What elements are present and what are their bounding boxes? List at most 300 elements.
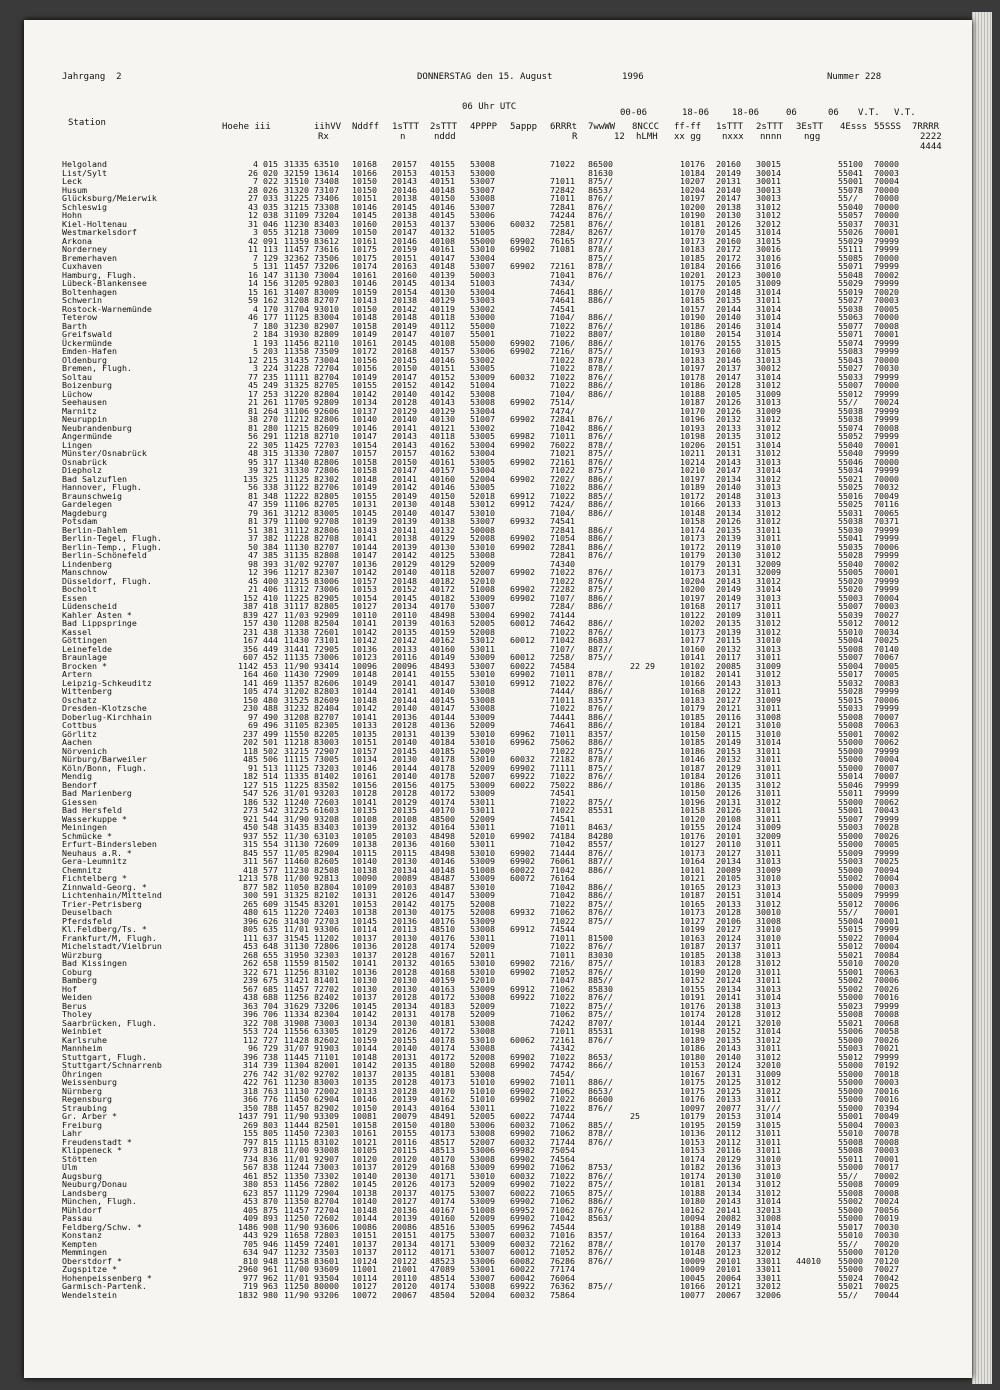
table-cell: 70020 bbox=[874, 958, 899, 968]
station-height: 634 947 bbox=[243, 1247, 278, 1257]
table-cell: 53002 bbox=[470, 303, 495, 314]
table-cell: 51010 bbox=[470, 1085, 495, 1096]
col-1sttt: 1sTTT bbox=[392, 122, 420, 132]
table-cell: 875// bbox=[588, 346, 613, 356]
table-cell: 55// bbox=[838, 1170, 858, 1181]
table-cell: 876// bbox=[588, 456, 613, 467]
table-cell: 82905 bbox=[314, 592, 339, 603]
station-height: 118 502 bbox=[243, 745, 278, 756]
table-cell: 20067 bbox=[716, 1289, 741, 1300]
table-cell: 48513 bbox=[430, 1145, 455, 1155]
table-cell: 52008 bbox=[470, 898, 495, 909]
table-cell: 11212 bbox=[284, 414, 309, 424]
table-cell: 10137 bbox=[352, 1068, 377, 1079]
table-cell: 10190 bbox=[680, 312, 705, 322]
station-name: Artern bbox=[62, 669, 92, 679]
table-cell: 7284/ bbox=[550, 601, 575, 611]
station-name: Schmücke * bbox=[62, 830, 112, 841]
table-cell: 79999 bbox=[874, 686, 899, 696]
table-cell: 70006 bbox=[874, 541, 899, 552]
table-cell: 11705 bbox=[284, 397, 309, 407]
table-cell: 74584 bbox=[550, 660, 575, 671]
table-cell: 10134 bbox=[352, 754, 377, 764]
table-cell: 71047 bbox=[550, 975, 575, 985]
table-cell: 40150 bbox=[430, 490, 455, 501]
table-cell: 40162 bbox=[430, 439, 455, 450]
table-cell: 11456 bbox=[284, 337, 309, 348]
table-cell: 31012 bbox=[756, 210, 781, 220]
table-cell: 53004 bbox=[470, 439, 495, 450]
station-height: 230 488 bbox=[243, 703, 278, 713]
table-cell: 70094 bbox=[874, 864, 899, 875]
table-cell: 71022 bbox=[550, 354, 575, 365]
table-cell: 70016 bbox=[874, 992, 899, 1002]
table-cell: 40130 bbox=[430, 541, 455, 552]
table-cell: 31/// bbox=[756, 1102, 781, 1113]
table-cell: 31011 bbox=[756, 745, 781, 756]
table-cell: 10136 bbox=[680, 1128, 705, 1138]
station-name: Münster/Osnabrück bbox=[62, 448, 147, 458]
table-cell: 31011 bbox=[756, 295, 781, 305]
table-cell: 10127 bbox=[352, 601, 377, 611]
table-cell: 20131 bbox=[716, 567, 741, 577]
table-cell: 30013 bbox=[756, 184, 781, 195]
station-height: 22 305 bbox=[248, 439, 278, 450]
station-height: 453 648 bbox=[243, 941, 278, 951]
table-cell: 20101 bbox=[716, 1264, 741, 1274]
table-cell: 31012 bbox=[756, 1009, 781, 1019]
table-cell: 10173 bbox=[680, 907, 705, 917]
table-cell: 85531 bbox=[588, 805, 613, 815]
table-cell: 20138 bbox=[392, 210, 417, 220]
table-cell: 55039 bbox=[838, 609, 863, 620]
table-cell: 55033 bbox=[838, 371, 863, 382]
table-cell: 69902 bbox=[510, 346, 535, 356]
table-cell: 886// bbox=[588, 711, 613, 722]
station-name: Michelstadt/Vielbrun bbox=[62, 941, 162, 951]
table-cell: 866// bbox=[588, 1060, 613, 1070]
table-cell: 55000 bbox=[838, 796, 863, 807]
table-cell: 71022 bbox=[550, 1170, 575, 1181]
table-cell: 72904 bbox=[314, 1187, 339, 1198]
table-cell: 55021 bbox=[838, 949, 863, 960]
table-cell: 10170 bbox=[680, 405, 705, 416]
station-name: Soltau bbox=[62, 371, 92, 382]
table-cell: 71062 bbox=[550, 1119, 575, 1130]
station-name: Deuselbach bbox=[62, 907, 112, 917]
table-cell: 53009 bbox=[470, 788, 495, 798]
col-sub-nnnn: nnnn bbox=[760, 132, 782, 142]
table-cell: 40172 bbox=[430, 992, 455, 1002]
station-name: Saarbrücken, Flugh. bbox=[62, 1017, 157, 1028]
table-cell: 20131 bbox=[716, 796, 741, 807]
table-cell: 76064 bbox=[550, 1272, 575, 1283]
table-cell: 20145 bbox=[392, 745, 417, 756]
table-cell: 11/01 bbox=[284, 924, 309, 934]
table-cell: 10150 bbox=[680, 788, 705, 798]
table-cell: 55010 bbox=[838, 1128, 863, 1138]
table-cell: 40139 bbox=[430, 728, 455, 739]
table-cell: 53009 bbox=[470, 983, 495, 994]
table-cell: 31013 bbox=[756, 592, 781, 603]
table-cell: 55001 bbox=[838, 1111, 863, 1121]
station-name: Lindenberg bbox=[62, 558, 112, 569]
table-cell: 79999 bbox=[874, 788, 899, 798]
table-cell: 10204 bbox=[680, 184, 705, 195]
col-55sss: 55SSS bbox=[874, 122, 902, 132]
table-cell: 10140 bbox=[352, 414, 377, 424]
table-cell: 20116 bbox=[716, 711, 741, 722]
table-cell: 55007 bbox=[838, 813, 863, 824]
table-cell: 55071 bbox=[838, 261, 863, 271]
table-cell: 20141 bbox=[392, 473, 417, 484]
station-name: Klippeneck * bbox=[62, 1145, 122, 1155]
table-cell: 10182 bbox=[680, 1162, 705, 1172]
table-cell: 31011 bbox=[756, 839, 781, 849]
table-cell: 31015 bbox=[756, 1119, 781, 1130]
table-cell: 10155 bbox=[352, 490, 377, 501]
table-cell: 31011 bbox=[756, 652, 781, 662]
table-cell: 31545 bbox=[284, 898, 309, 909]
table-cell: 10142 bbox=[352, 703, 377, 713]
table-cell: 73506 bbox=[314, 252, 339, 263]
table-cell: 83004 bbox=[314, 312, 339, 322]
station-name: Coburg bbox=[62, 966, 92, 977]
station-height: 14 156 bbox=[248, 278, 278, 288]
table-cell: 31012 bbox=[756, 201, 781, 212]
table-cell: 69902 bbox=[510, 1128, 535, 1138]
station-name: Dresden-Klotzsche bbox=[62, 703, 147, 713]
table-cell: 60012 bbox=[510, 635, 535, 645]
table-cell: 71011 bbox=[550, 949, 575, 960]
table-cell: 31014 bbox=[756, 890, 781, 900]
table-cell: 33011 bbox=[756, 1264, 781, 1274]
table-cell: 31220 bbox=[284, 388, 309, 399]
table-cell: 10172 bbox=[680, 490, 705, 501]
table-cell: 70003 bbox=[874, 601, 899, 611]
table-cell: 20142 bbox=[392, 303, 417, 314]
table-cell: 40159 bbox=[430, 975, 455, 985]
table-cell: 71021 bbox=[550, 448, 575, 458]
table-cell: 10115 bbox=[352, 847, 377, 858]
table-cell: 71041 bbox=[550, 269, 575, 280]
table-cell: 20143 bbox=[392, 176, 417, 186]
table-cell: 20146 bbox=[392, 235, 417, 246]
station-name: Helgoland bbox=[62, 159, 107, 169]
table-cell: 876// bbox=[588, 201, 613, 212]
table-cell: 10144 bbox=[352, 1043, 377, 1053]
table-cell: 20133 bbox=[716, 1094, 741, 1104]
table-cell: 55083 bbox=[838, 346, 863, 356]
station-height: 265 609 bbox=[243, 898, 278, 909]
table-cell: 10162 bbox=[680, 1204, 705, 1215]
table-cell: 79999 bbox=[874, 405, 899, 416]
table-cell: 10090 bbox=[352, 873, 377, 883]
station-height: 37 382 bbox=[248, 533, 278, 543]
table-cell: 79999 bbox=[874, 244, 899, 254]
col-4esss: 4Esss bbox=[840, 122, 868, 132]
table-cell: 53008 bbox=[470, 1026, 495, 1036]
table-cell: 70003 bbox=[874, 1077, 899, 1087]
col-7wwww: 7wwWW bbox=[588, 122, 616, 132]
station-name: Hohenpeissenberg * bbox=[62, 1272, 152, 1283]
table-cell: 93414 bbox=[314, 660, 339, 671]
table-cell: 82706 bbox=[314, 482, 339, 492]
table-cell: 53010 bbox=[470, 541, 495, 552]
table-cell: 40174 bbox=[430, 941, 455, 951]
table-cell: 72704 bbox=[314, 1204, 339, 1215]
table-cell: 53008 bbox=[470, 193, 495, 203]
table-cell: 70025 bbox=[874, 1281, 899, 1291]
table-cell: 7434/ bbox=[550, 278, 575, 288]
table-cell: 40121 bbox=[430, 422, 455, 433]
table-cell: 10123 bbox=[352, 652, 377, 662]
table-cell: 53006 bbox=[470, 346, 495, 356]
table-cell: 10148 bbox=[352, 312, 377, 322]
table-cell: 79999 bbox=[874, 346, 899, 356]
table-cell: 70049 bbox=[874, 1111, 899, 1121]
station-height: 7 129 bbox=[253, 252, 278, 263]
table-cell: 53010 bbox=[470, 737, 495, 747]
table-cell: 53010 bbox=[470, 958, 495, 968]
table-cell: 31012 bbox=[756, 575, 781, 586]
table-cell: 11559 bbox=[284, 958, 309, 968]
table-cell: 31012 bbox=[756, 626, 781, 637]
table-cell: 20130 bbox=[716, 210, 741, 220]
table-cell: 70005 bbox=[874, 303, 899, 314]
table-cell: 31012 bbox=[756, 669, 781, 679]
table-cell: 31010 bbox=[756, 924, 781, 934]
table-cell: 8357/ bbox=[588, 694, 613, 705]
table-cell: 11/00 bbox=[284, 873, 309, 883]
table-cell: 10137 bbox=[352, 1162, 377, 1172]
table-cell: 55012 bbox=[838, 388, 863, 399]
table-cell: 10135 bbox=[352, 805, 377, 815]
table-cell: 10173 bbox=[680, 235, 705, 246]
table-cell: 10153 bbox=[680, 1136, 705, 1147]
table-cell: 53008 bbox=[470, 924, 495, 934]
table-cell: 69902 bbox=[510, 439, 535, 450]
table-cell: 20141 bbox=[392, 524, 417, 535]
table-cell: 10176 bbox=[680, 159, 705, 169]
table-cell: 20172 bbox=[716, 244, 741, 254]
table-cell: 40170 bbox=[430, 1085, 455, 1096]
table-cell: 69912 bbox=[510, 499, 535, 509]
station-name: Husum bbox=[62, 184, 87, 195]
table-cell: 69922 bbox=[510, 771, 535, 781]
table-cell: 886// bbox=[588, 524, 613, 535]
table-cell: 10174 bbox=[680, 524, 705, 535]
station-height: 79 361 bbox=[248, 507, 278, 518]
table-cell: 70371 bbox=[874, 516, 899, 526]
table-cell: 11312 bbox=[284, 584, 309, 594]
table-cell: 20132 bbox=[392, 822, 417, 832]
table-cell: 10150 bbox=[352, 184, 377, 195]
table-cell: 20112 bbox=[716, 1128, 741, 1138]
table-cell: 10149 bbox=[352, 329, 377, 339]
table-cell: 20110 bbox=[716, 839, 741, 849]
table-cell: 55024 bbox=[838, 1272, 863, 1283]
col-2sttt-b: 2sTTT bbox=[756, 122, 784, 132]
table-cell: 40164 bbox=[430, 1102, 455, 1113]
table-cell: 20148 bbox=[716, 490, 741, 501]
table-cell: 31012 bbox=[756, 431, 781, 441]
table-cell: 875// bbox=[588, 958, 613, 968]
table-cell: 60022 bbox=[510, 1111, 535, 1121]
table-cell: 71022 bbox=[550, 482, 575, 492]
station-name: Bad Lippspringe bbox=[62, 618, 137, 628]
table-cell: 20131 bbox=[392, 1051, 417, 1062]
station-height: 239 675 bbox=[243, 975, 278, 985]
table-cell: 8463/ bbox=[588, 822, 613, 832]
table-cell: 876// bbox=[588, 992, 613, 1002]
table-cell: 31011 bbox=[756, 609, 781, 620]
station-height: 50 384 bbox=[248, 541, 278, 552]
col-sub-hlmh: hLMH bbox=[636, 132, 658, 142]
table-cell: 40180 bbox=[430, 1119, 455, 1130]
table-cell: 82707 bbox=[314, 711, 339, 722]
table-cell: 20147 bbox=[716, 193, 741, 203]
table-cell: 52008 bbox=[470, 626, 495, 637]
table-cell: 40174 bbox=[430, 1043, 455, 1053]
table-cell: 31015 bbox=[756, 337, 781, 348]
table-cell: 71444 bbox=[550, 847, 575, 858]
table-cell: 10167 bbox=[680, 1068, 705, 1079]
col-7rrrr: 7RRRR bbox=[912, 122, 940, 132]
table-cell: 40160 bbox=[430, 473, 455, 484]
table-cell: 69902 bbox=[510, 1085, 535, 1096]
table-cell: 31325 bbox=[284, 890, 309, 900]
table-cell: 20129 bbox=[392, 1162, 417, 1172]
table-cell: 84280 bbox=[588, 830, 613, 841]
table-cell: 69932 bbox=[510, 907, 535, 917]
station-height: 105 474 bbox=[243, 686, 278, 696]
table-cell: 10175 bbox=[680, 1077, 705, 1087]
station-name: Landsberg bbox=[62, 1187, 107, 1198]
table-cell: 20141 bbox=[716, 992, 741, 1002]
table-cell: 79999 bbox=[874, 890, 899, 900]
table-cell: 10153 bbox=[352, 584, 377, 594]
table-cell: 7258/ bbox=[550, 652, 575, 662]
table-cell: 20141 bbox=[716, 669, 741, 679]
station-height: 157 430 bbox=[243, 618, 278, 628]
table-cell: 82307 bbox=[314, 567, 339, 577]
table-cell: 10201 bbox=[680, 269, 705, 280]
table-cell: 71011 bbox=[550, 669, 575, 679]
table-cell: 20126 bbox=[392, 890, 417, 900]
table-cell: 93306 bbox=[314, 924, 339, 934]
table-cell: 72161 bbox=[550, 456, 575, 467]
table-cell: 20125 bbox=[716, 1085, 741, 1096]
table-cell: 52009 bbox=[470, 1009, 495, 1019]
table-cell: 70004 bbox=[874, 176, 899, 186]
table-cell: 10214 bbox=[680, 456, 705, 467]
table-cell: 82609 bbox=[314, 694, 339, 705]
station-height: 380 853 bbox=[243, 1179, 278, 1189]
table-cell: 73503 bbox=[314, 1247, 339, 1257]
table-cell: 55000 bbox=[838, 1255, 863, 1266]
station-name: Bad Salzuflen bbox=[62, 473, 127, 484]
table-cell: 20133 bbox=[716, 499, 741, 509]
station-height: 438 688 bbox=[243, 992, 278, 1002]
table-cell: 55012 bbox=[838, 898, 863, 909]
table-cell: 70012 bbox=[874, 618, 899, 628]
table-cell: 10139 bbox=[352, 822, 377, 832]
table-cell: 10142 bbox=[352, 567, 377, 577]
table-cell: 74541 bbox=[550, 303, 575, 314]
table-cell: 55063 bbox=[838, 312, 863, 322]
table-cell: 82707 bbox=[314, 295, 339, 305]
table-cell: 10193 bbox=[680, 346, 705, 356]
table-cell: 53010 bbox=[470, 754, 495, 764]
table-cell: 20145 bbox=[392, 278, 417, 288]
station-height: 396 738 bbox=[243, 1051, 278, 1062]
station-name: Hamburg, Flugh. bbox=[62, 269, 137, 280]
table-cell: 31011 bbox=[756, 762, 781, 773]
station-height: 797 815 bbox=[243, 1136, 278, 1147]
table-cell: 20127 bbox=[716, 924, 741, 934]
station-name: Nürnberg bbox=[62, 1085, 102, 1096]
table-cell: 20110 bbox=[392, 1272, 417, 1283]
station-name: Neuruppin bbox=[62, 414, 107, 424]
table-cell: 77174 bbox=[550, 1264, 575, 1274]
table-cell: 20127 bbox=[392, 1196, 417, 1206]
table-cell: 20151 bbox=[392, 252, 417, 263]
table-cell: 40145 bbox=[430, 210, 455, 220]
table-cell: 10177 bbox=[680, 635, 705, 645]
table-cell: 60032 bbox=[510, 1289, 535, 1300]
table-cell: 83102 bbox=[314, 966, 339, 977]
table-cell: 31325 bbox=[284, 380, 309, 390]
table-cell: 10150 bbox=[352, 227, 377, 237]
table-cell: 20168 bbox=[392, 346, 417, 356]
table-cell: 31012 bbox=[756, 1077, 781, 1087]
table-cell: 69902 bbox=[510, 261, 535, 271]
station-height: 839 427 bbox=[243, 609, 278, 620]
station-height: 405 875 bbox=[243, 1204, 278, 1215]
table-cell: 40142 bbox=[430, 388, 455, 399]
table-cell: 20143 bbox=[716, 1196, 741, 1206]
table-cell: 876// bbox=[588, 431, 613, 441]
table-cell: 31704 bbox=[284, 303, 309, 314]
table-cell: 60012 bbox=[510, 652, 535, 662]
table-cell: 53009 bbox=[470, 652, 495, 662]
table-cell: 55000 bbox=[838, 830, 863, 841]
table-cell: 50003 bbox=[470, 269, 495, 280]
table-cell: 70024 bbox=[874, 1196, 899, 1206]
table-cell: 31013 bbox=[756, 1000, 781, 1011]
table-cell: 71011 bbox=[550, 176, 575, 186]
table-cell: 40162 bbox=[430, 1094, 455, 1104]
table-cell: 31130 bbox=[284, 269, 309, 280]
table-cell: 20134 bbox=[392, 864, 417, 875]
table-cell: 20129 bbox=[392, 558, 417, 569]
table-cell: 69902 bbox=[510, 244, 535, 254]
table-cell: 48504 bbox=[430, 1289, 455, 1300]
table-cell: 40171 bbox=[430, 1170, 455, 1181]
table-cell: 20130 bbox=[716, 550, 741, 560]
table-cell: 10147 bbox=[352, 550, 377, 560]
table-cell: 20149 bbox=[716, 592, 741, 603]
table-cell: 70003 bbox=[874, 881, 899, 892]
station-height: 127 515 bbox=[243, 779, 278, 790]
table-cell: 40164 bbox=[430, 822, 455, 832]
table-cell: 10121 bbox=[352, 1136, 377, 1147]
table-cell: 10114 bbox=[352, 1272, 377, 1283]
table-cell: 76164 bbox=[550, 873, 575, 883]
table-cell: 31009 bbox=[756, 278, 781, 288]
table-cell: 10200 bbox=[680, 201, 705, 212]
